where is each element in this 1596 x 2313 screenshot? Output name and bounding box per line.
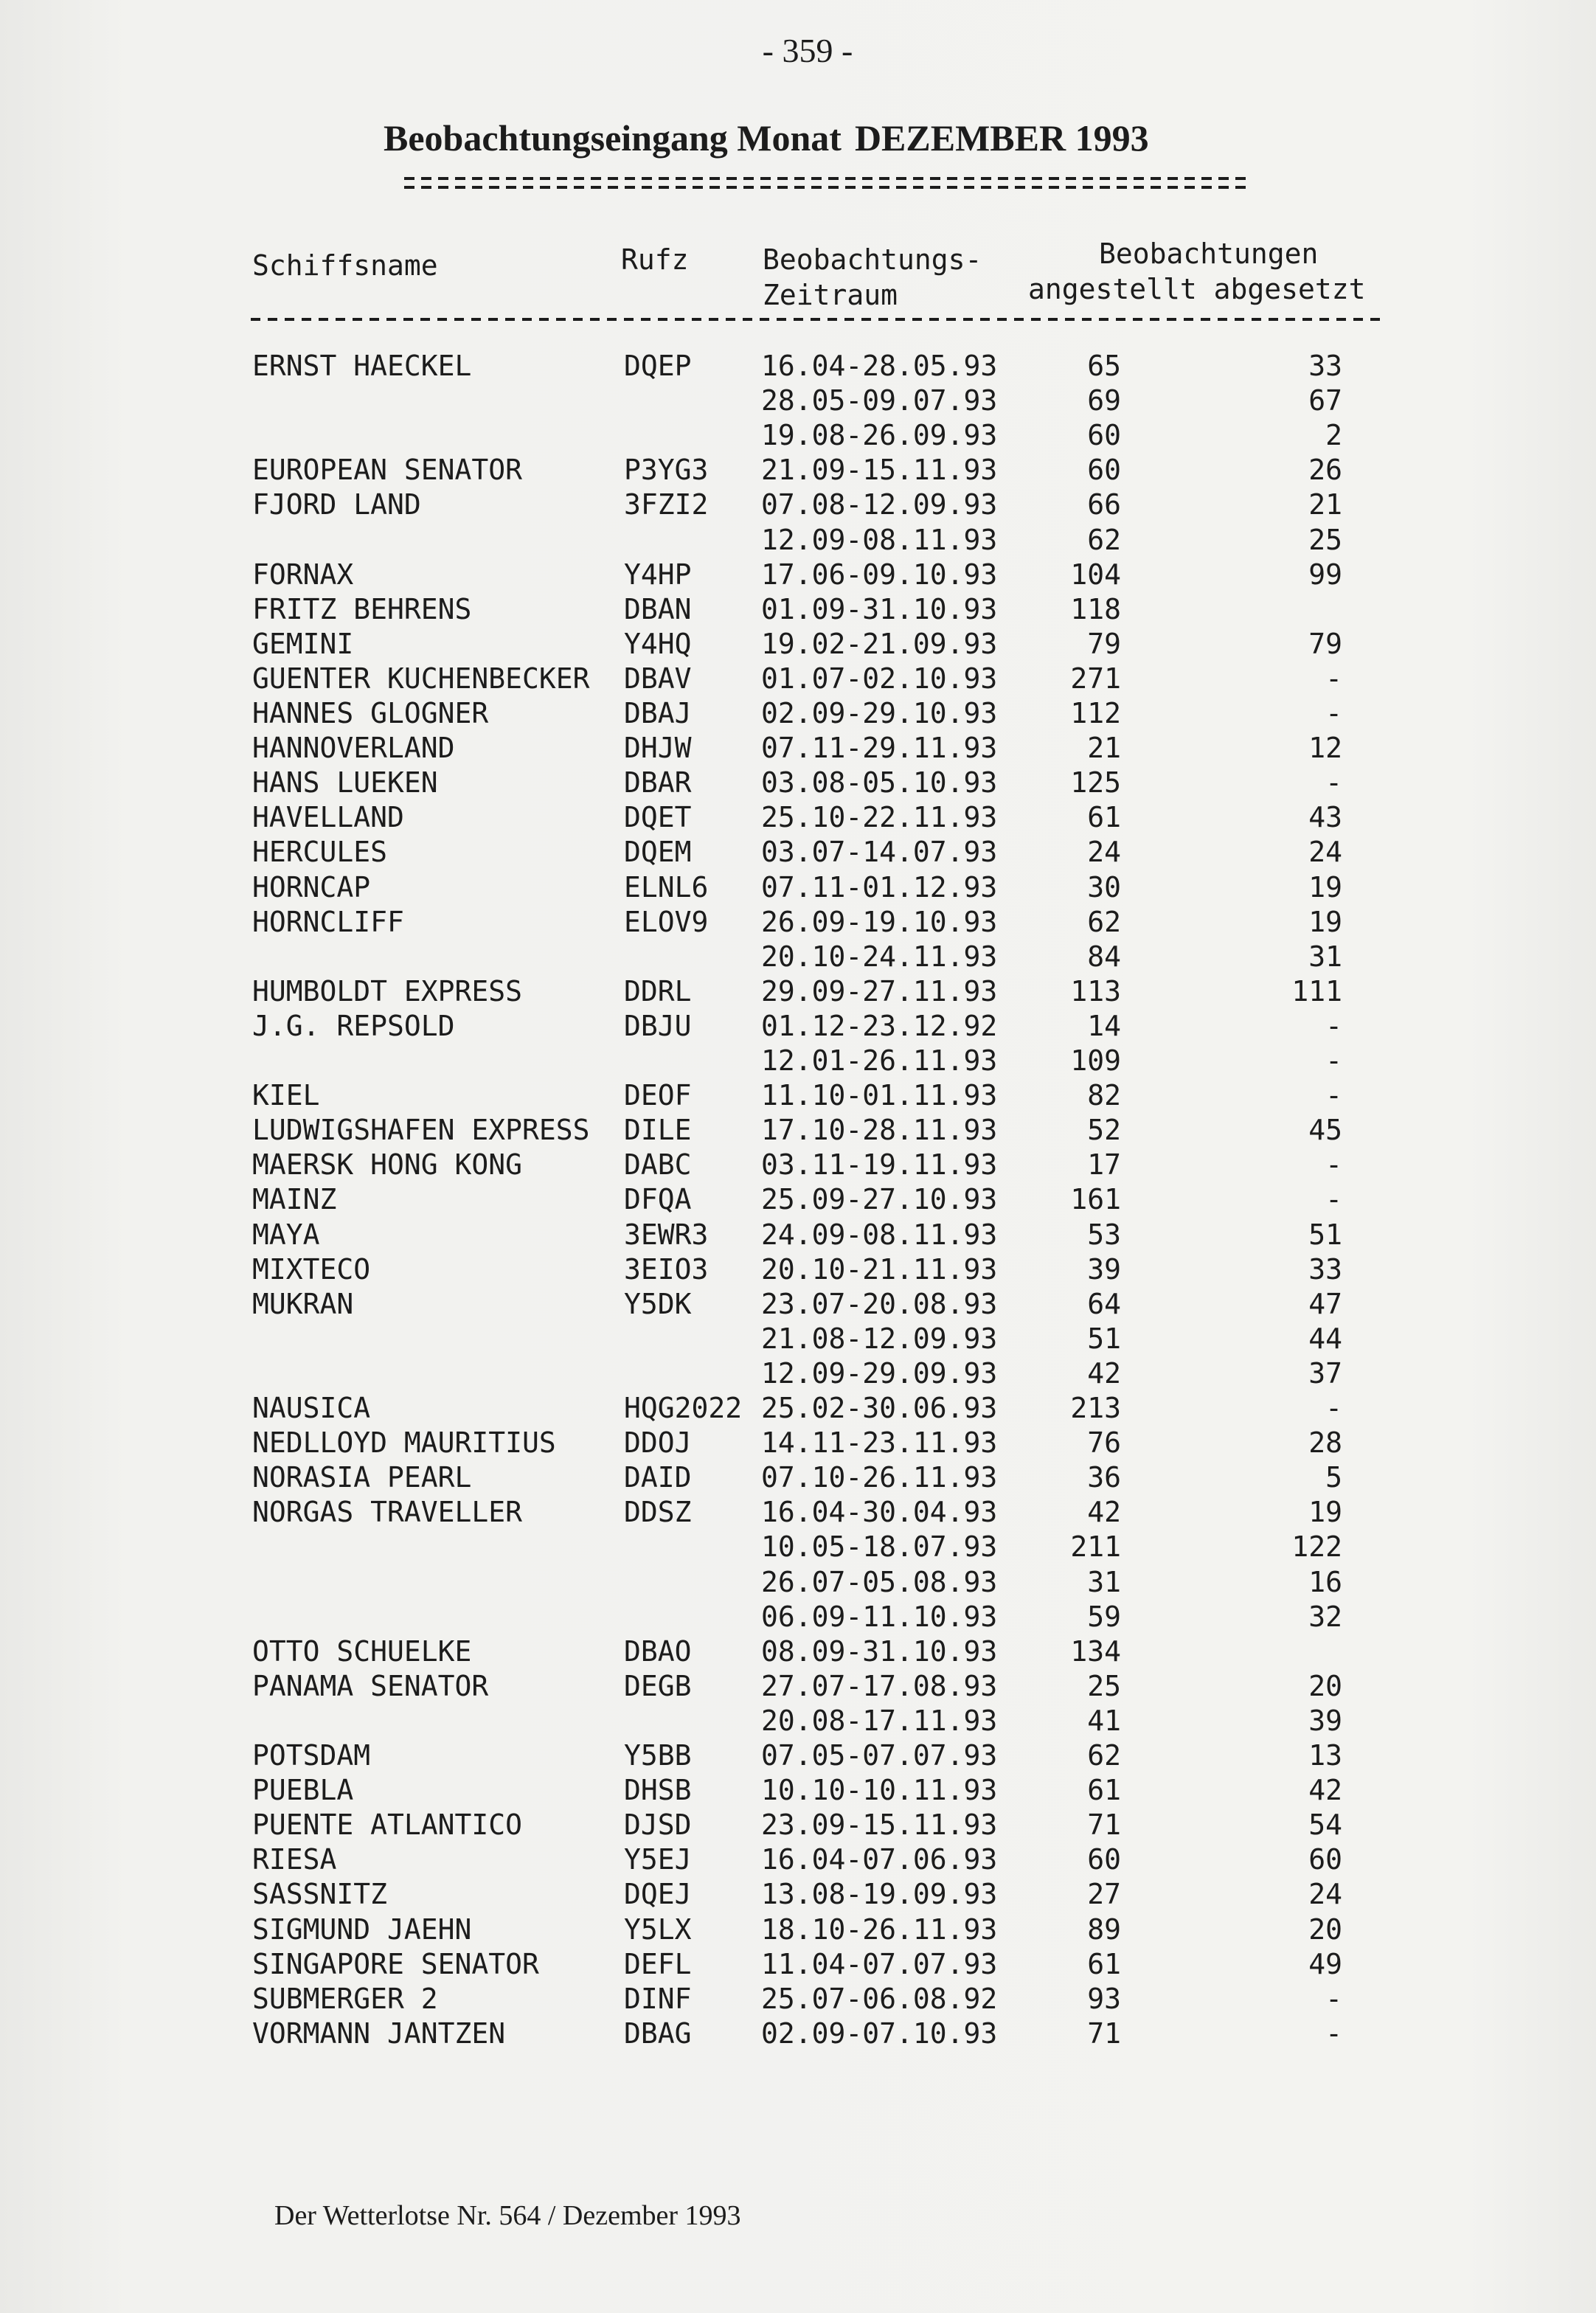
ship-name-cell: HUMBOLDT EXPRESS (252, 974, 523, 1008)
ship-name-cell: VORMANN JANTZEN (252, 2016, 506, 2050)
table-row (0, 593, 1596, 627)
table-row (0, 350, 1596, 384)
observations-made-cell: 271 (1070, 662, 1121, 695)
call-sign-cell: 3EIO3 (624, 1252, 709, 1286)
call-sign-cell: DBAG (624, 2016, 692, 2050)
observations-made-cell: 69 (1087, 384, 1121, 417)
observations-sent-cell: 5 (1325, 1461, 1342, 1494)
ship-name-cell: HANS LUEKEN (252, 766, 438, 800)
table-row (0, 628, 1596, 662)
call-sign-cell: DINF (624, 1982, 692, 2015)
observations-sent-cell: 44 (1308, 1322, 1342, 1355)
observations-made-cell: 62 (1087, 523, 1121, 556)
observations-made-cell: 25 (1087, 1669, 1121, 1702)
header-rufz: Rufz (621, 243, 689, 276)
ship-name-cell: SASSNITZ (252, 1878, 388, 1911)
call-sign-cell: DBAV (624, 662, 692, 695)
observations-made-cell: 84 (1087, 940, 1121, 973)
call-sign-cell: DDSZ (624, 1496, 692, 1529)
table-row (0, 1426, 1596, 1460)
observations-sent-cell: 19 (1308, 1496, 1342, 1529)
ship-name-cell: FORNAX (252, 558, 354, 591)
call-sign-cell: DBAR (624, 766, 692, 800)
observations-made-cell: 64 (1087, 1287, 1121, 1320)
period-cell: 07.08-12.09.93 (761, 488, 998, 521)
observations-sent-cell: 111 (1291, 974, 1342, 1008)
table-row (0, 1148, 1596, 1182)
call-sign-cell: DEOF (624, 1079, 692, 1112)
observations-made-cell: 39 (1087, 1252, 1121, 1286)
table-row (0, 1114, 1596, 1148)
table-row (0, 732, 1596, 766)
observations-sent-cell: 25 (1308, 523, 1342, 556)
observations-sent-cell: 12 (1308, 732, 1342, 765)
observations-made-cell: 61 (1087, 801, 1121, 834)
table-row (0, 940, 1596, 974)
observations-sent-cell: 47 (1308, 1287, 1342, 1320)
period-cell: 19.02-21.09.93 (761, 627, 998, 660)
observations-sent-cell: 99 (1308, 558, 1342, 591)
observations-sent-cell: 21 (1308, 488, 1342, 521)
ship-name-cell: SUBMERGER 2 (252, 1982, 438, 2015)
observations-made-cell: 62 (1087, 905, 1121, 938)
observations-sent-cell: - (1325, 662, 1342, 695)
call-sign-cell: ELNL6 (624, 870, 709, 904)
ship-name-cell: OTTO SCHUELKE (252, 1634, 472, 1668)
call-sign-cell: DQEJ (624, 1878, 692, 1911)
observations-made-cell: 24 (1087, 836, 1121, 869)
observations-sent-cell: 33 (1308, 350, 1342, 382)
observations-made-cell: 27 (1087, 1878, 1121, 1911)
observations-sent-cell: - (1325, 697, 1342, 729)
table-row (0, 1809, 1596, 1842)
call-sign-cell: DBJU (624, 1009, 692, 1042)
table-row (0, 1635, 1596, 1669)
table-row (0, 1010, 1596, 1044)
table-row (0, 662, 1596, 696)
observations-sent-cell: 19 (1308, 870, 1342, 904)
observations-sent-cell: 16 (1308, 1565, 1342, 1598)
observations-made-cell: 104 (1070, 558, 1121, 591)
observations-made-cell: 42 (1087, 1496, 1121, 1529)
period-cell: 06.09-11.10.93 (761, 1600, 998, 1633)
table-row (0, 1601, 1596, 1634)
period-cell: 13.08-19.09.93 (761, 1878, 998, 1911)
ship-name-cell: HORNCAP (252, 870, 371, 904)
observations-made-cell: 42 (1087, 1356, 1121, 1390)
ship-name-cell: KIEL (252, 1079, 320, 1112)
observations-sent-cell: 13 (1308, 1739, 1342, 1772)
observations-sent-cell: 2 (1325, 419, 1342, 452)
ship-name-cell: EUROPEAN SENATOR (252, 454, 523, 487)
table-row (0, 1461, 1596, 1495)
ship-name-cell: MAYA (252, 1218, 320, 1251)
call-sign-cell: DHJW (624, 732, 692, 765)
observations-made-cell: 61 (1087, 1774, 1121, 1807)
period-cell: 08.09-31.10.93 (761, 1634, 998, 1668)
table-row (0, 1530, 1596, 1564)
observations-sent-cell: - (1325, 1079, 1342, 1112)
observations-made-cell: 109 (1070, 1044, 1121, 1077)
observations-made-cell: 113 (1070, 974, 1121, 1008)
call-sign-cell: DBAJ (624, 697, 692, 729)
call-sign-cell: DEGB (624, 1669, 692, 1702)
period-cell: 20.10-21.11.93 (761, 1252, 998, 1286)
table-row (0, 1739, 1596, 1773)
call-sign-cell: 3EWR3 (624, 1218, 709, 1251)
table-row (0, 1913, 1596, 1947)
ship-name-cell: MAINZ (252, 1183, 337, 1216)
title-label: Beobachtungseingang Monat (384, 117, 842, 159)
call-sign-cell: 3FZI2 (624, 488, 709, 521)
observations-made-cell: 76 (1087, 1426, 1121, 1460)
ship-name-cell: HORNCLIFF (252, 905, 404, 938)
table-row (0, 1288, 1596, 1322)
observations-sent-cell: 26 (1308, 454, 1342, 487)
ship-name-cell: GUENTER KUCHENBECKER (252, 662, 590, 695)
observations-sent-cell: 79 (1308, 627, 1342, 660)
call-sign-cell: DEFL (624, 1947, 692, 1980)
observations-made-cell: 66 (1087, 488, 1121, 521)
table-row (0, 766, 1596, 800)
period-cell: 26.07-05.08.93 (761, 1565, 998, 1598)
observations-sent-cell: 60 (1308, 1843, 1342, 1876)
observations-sent-cell: 20 (1308, 1913, 1342, 1946)
ship-name-cell: MIXTECO (252, 1252, 371, 1286)
ship-name-cell: HANNES GLOGNER (252, 697, 489, 729)
observations-made-cell: 161 (1070, 1183, 1121, 1216)
ship-name-cell: FRITZ BEHRENS (252, 592, 472, 625)
period-cell: 29.09-27.11.93 (761, 974, 998, 1008)
table-row (0, 1183, 1596, 1217)
call-sign-cell: ELOV9 (624, 905, 709, 938)
table-row (0, 975, 1596, 1009)
observations-made-cell: 112 (1070, 697, 1121, 729)
observations-made-cell: 51 (1087, 1322, 1121, 1355)
period-cell: 07.11-01.12.93 (761, 870, 998, 904)
ship-name-cell: NEDLLOYD MAURITIUS (252, 1426, 556, 1460)
observations-sent-cell: 24 (1308, 836, 1342, 869)
call-sign-cell: Y5DK (624, 1287, 692, 1320)
period-cell: 10.05-18.07.93 (761, 1530, 998, 1564)
observations-made-cell: 53 (1087, 1218, 1121, 1251)
table-row (0, 1044, 1596, 1078)
observations-sent-cell: - (1325, 2016, 1342, 2050)
period-cell: 25.02-30.06.93 (761, 1392, 998, 1424)
period-cell: 01.09-31.10.93 (761, 592, 998, 625)
ship-name-cell: RIESA (252, 1843, 337, 1876)
observations-sent-cell: - (1325, 1392, 1342, 1424)
table-row (0, 1357, 1596, 1391)
call-sign-cell: DBAO (624, 1634, 692, 1668)
observations-sent-cell: 24 (1308, 1878, 1342, 1911)
period-cell: 25.09-27.10.93 (761, 1183, 998, 1216)
table-row (0, 1253, 1596, 1287)
period-cell: 12.09-29.09.93 (761, 1356, 998, 1390)
ship-name-cell: NORASIA PEARL (252, 1461, 472, 1494)
observations-made-cell: 59 (1087, 1600, 1121, 1633)
period-cell: 23.07-20.08.93 (761, 1287, 998, 1320)
ship-name-cell: PUENTE ATLANTICO (252, 1809, 523, 1842)
observations-sent-cell: 45 (1308, 1114, 1342, 1147)
observations-sent-cell: 43 (1308, 801, 1342, 834)
observations-sent-cell: - (1325, 1009, 1342, 1042)
observations-made-cell: 125 (1070, 766, 1121, 800)
call-sign-cell: P3YG3 (624, 454, 709, 487)
ship-name-cell: NORGAS TRAVELLER (252, 1496, 523, 1529)
call-sign-cell: DQET (624, 801, 692, 834)
header-period-line2: Zeitraum (763, 279, 898, 311)
footer: Der Wetterlotse Nr. 564 / Dezember 1993 (274, 2200, 741, 2231)
observations-made-cell: 62 (1087, 1739, 1121, 1772)
header-ship: Schiffsname (252, 249, 438, 282)
ship-name-cell: SINGAPORE SENATOR (252, 1947, 539, 1980)
call-sign-cell: DAID (624, 1461, 692, 1494)
period-cell: 10.10-10.11.93 (761, 1774, 998, 1807)
table-row (0, 906, 1596, 940)
period-cell: 01.12-23.12.92 (761, 1009, 998, 1042)
table-row (0, 1843, 1596, 1877)
period-cell: 21.08-12.09.93 (761, 1322, 998, 1355)
observations-made-cell: 93 (1087, 1982, 1121, 2015)
observations-sent-cell: 39 (1308, 1704, 1342, 1737)
observations-made-cell: 31 (1087, 1565, 1121, 1598)
ship-name-cell: HANNOVERLAND (252, 732, 455, 765)
call-sign-cell: Y5LX (624, 1913, 692, 1946)
observations-sent-cell: - (1325, 1183, 1342, 1216)
table-row (0, 1878, 1596, 1912)
period-cell: 17.06-09.10.93 (761, 558, 998, 591)
period-cell: 03.11-19.11.93 (761, 1148, 998, 1182)
period-cell: 27.07-17.08.93 (761, 1669, 998, 1702)
call-sign-cell: HQG2022 (624, 1392, 743, 1424)
call-sign-cell: DBAN (624, 592, 692, 625)
call-sign-cell: DABC (624, 1148, 692, 1182)
call-sign-cell: DQEP (624, 350, 692, 382)
table-row (0, 801, 1596, 835)
observations-sent-cell: 51 (1308, 1218, 1342, 1251)
observations-made-cell: 213 (1070, 1392, 1121, 1424)
table-row (0, 1670, 1596, 1704)
header-period-line1: Beobachtungs- (763, 243, 982, 276)
table-row (0, 1322, 1596, 1356)
call-sign-cell: DHSB (624, 1774, 692, 1807)
table-row (0, 384, 1596, 418)
period-cell: 25.10-22.11.93 (761, 801, 998, 834)
period-cell: 17.10-28.11.93 (761, 1114, 998, 1147)
table-row (0, 2017, 1596, 2051)
period-cell: 24.09-08.11.93 (761, 1218, 998, 1251)
observations-sent-cell: 28 (1308, 1426, 1342, 1460)
ship-name-cell: HERCULES (252, 836, 388, 869)
table-row (0, 1566, 1596, 1600)
ship-name-cell: PUEBLA (252, 1774, 354, 1807)
table-row (0, 454, 1596, 488)
observations-sent-cell: - (1325, 1148, 1342, 1182)
observations-made-cell: 61 (1087, 1947, 1121, 1980)
period-cell: 03.07-14.07.93 (761, 836, 998, 869)
table-row (0, 1218, 1596, 1252)
period-cell: 12.09-08.11.93 (761, 523, 998, 556)
ship-name-cell: SIGMUND JAEHN (252, 1913, 472, 1946)
ship-name-cell: HAVELLAND (252, 801, 404, 834)
observations-sent-cell: 49 (1308, 1947, 1342, 1980)
period-cell: 07.10-26.11.93 (761, 1461, 998, 1494)
observations-made-cell: 60 (1087, 419, 1121, 452)
table-row (0, 1705, 1596, 1738)
period-cell: 03.08-05.10.93 (761, 766, 998, 800)
observations-made-cell: 71 (1087, 2016, 1121, 2050)
ship-name-cell: NAUSICA (252, 1392, 371, 1424)
period-cell: 07.11-29.11.93 (761, 732, 998, 765)
table-row (0, 1079, 1596, 1113)
observations-made-cell: 65 (1087, 350, 1121, 382)
title-month: DEZEMBER 1993 (854, 117, 1149, 159)
period-cell: 18.10-26.11.93 (761, 1913, 998, 1946)
ship-name-cell: FJORD LAND (252, 488, 421, 521)
period-cell: 26.09-19.10.93 (761, 905, 998, 938)
period-cell: 16.04-07.06.93 (761, 1843, 998, 1876)
observations-made-cell: 52 (1087, 1114, 1121, 1147)
observations-sent-cell: 42 (1308, 1774, 1342, 1807)
table-row (0, 1392, 1596, 1426)
period-cell: 28.05-09.07.93 (761, 384, 998, 417)
observations-sent-cell: 33 (1308, 1252, 1342, 1286)
ship-name-cell: GEMINI (252, 627, 354, 660)
observations-sent-cell: 37 (1308, 1356, 1342, 1390)
observations-made-cell: 89 (1087, 1913, 1121, 1946)
period-cell: 20.10-24.11.93 (761, 940, 998, 973)
observations-made-cell: 41 (1087, 1704, 1121, 1737)
table-row (0, 1496, 1596, 1530)
ship-name-cell: POTSDAM (252, 1739, 371, 1772)
observations-made-cell: 60 (1087, 454, 1121, 487)
ship-name-cell: PANAMA SENATOR (252, 1669, 489, 1702)
observations-sent-cell: - (1325, 1044, 1342, 1077)
table-row (0, 558, 1596, 592)
ship-name-cell: LUDWIGSHAFEN EXPRESS (252, 1114, 590, 1147)
period-cell: 25.07-06.08.92 (761, 1982, 998, 2015)
period-cell: 12.01-26.11.93 (761, 1044, 998, 1077)
ship-name-cell: J.G. REPSOLD (252, 1009, 455, 1042)
call-sign-cell: Y4HP (624, 558, 692, 591)
period-cell: 23.09-15.11.93 (761, 1809, 998, 1842)
observations-made-cell: 60 (1087, 1843, 1121, 1876)
ship-name-cell: ERNST HAECKEL (252, 350, 472, 382)
period-cell: 02.09-07.10.93 (761, 2016, 998, 2050)
period-cell: 01.07-02.10.93 (761, 662, 998, 695)
table-row (0, 871, 1596, 905)
period-cell: 11.04-07.07.93 (761, 1947, 998, 1980)
call-sign-cell: DILE (624, 1114, 692, 1147)
call-sign-cell: Y5EJ (624, 1843, 692, 1876)
table-row (0, 1774, 1596, 1808)
observations-made-cell: 118 (1070, 592, 1121, 625)
observations-sent-cell: - (1325, 766, 1342, 800)
observations-sent-cell: 122 (1291, 1530, 1342, 1564)
observations-sent-cell: 31 (1308, 940, 1342, 973)
observations-sent-cell: 19 (1308, 905, 1342, 938)
call-sign-cell: Y4HQ (624, 627, 692, 660)
period-cell: 14.11-23.11.93 (761, 1426, 998, 1460)
observations-sent-cell: 32 (1308, 1600, 1342, 1633)
period-cell: 16.04-30.04.93 (761, 1496, 998, 1529)
call-sign-cell: DQEM (624, 836, 692, 869)
table-row (0, 1948, 1596, 1982)
observations-made-cell: 82 (1087, 1079, 1121, 1112)
table-row (0, 836, 1596, 870)
period-cell: 02.09-29.10.93 (761, 697, 998, 729)
period-cell: 21.09-15.11.93 (761, 454, 998, 487)
call-sign-cell: DFQA (624, 1183, 692, 1216)
observations-made-cell: 79 (1087, 627, 1121, 660)
call-sign-cell: Y5BB (624, 1739, 692, 1772)
period-cell: 20.08-17.11.93 (761, 1704, 998, 1737)
table-row (0, 419, 1596, 453)
header-obs-line2: angestellt abgesetzt (1028, 273, 1366, 305)
ship-name-cell: MAERSK HONG KONG (252, 1148, 523, 1182)
observations-made-cell: 14 (1087, 1009, 1121, 1042)
observations-made-cell: 211 (1070, 1530, 1121, 1564)
table-row (0, 1983, 1596, 2016)
observations-made-cell: 17 (1087, 1148, 1121, 1182)
page-number: - 359 - (762, 32, 853, 69)
observations-sent-cell: 67 (1308, 384, 1342, 417)
call-sign-cell: DDRL (624, 974, 692, 1008)
header-obs-line1: Beobachtungen (1099, 237, 1319, 270)
observations-made-cell: 134 (1070, 1634, 1121, 1668)
call-sign-cell: DDOJ (624, 1426, 692, 1460)
period-cell: 19.08-26.09.93 (761, 419, 998, 452)
period-cell: 16.04-28.05.93 (761, 350, 998, 382)
table-row (0, 488, 1596, 522)
observations-made-cell: 36 (1087, 1461, 1121, 1494)
observations-made-cell: 30 (1087, 870, 1121, 904)
period-cell: 07.05-07.07.93 (761, 1739, 998, 1772)
table-row (0, 524, 1596, 558)
observations-sent-cell: - (1325, 1982, 1342, 2015)
table-row (0, 697, 1596, 731)
call-sign-cell: DJSD (624, 1809, 692, 1842)
period-cell: 11.10-01.11.93 (761, 1079, 998, 1112)
observations-sent-cell: 54 (1308, 1809, 1342, 1842)
observations-sent-cell: 20 (1308, 1669, 1342, 1702)
ship-name-cell: MUKRAN (252, 1287, 354, 1320)
observations-made-cell: 21 (1087, 732, 1121, 765)
observations-made-cell: 71 (1087, 1809, 1121, 1842)
